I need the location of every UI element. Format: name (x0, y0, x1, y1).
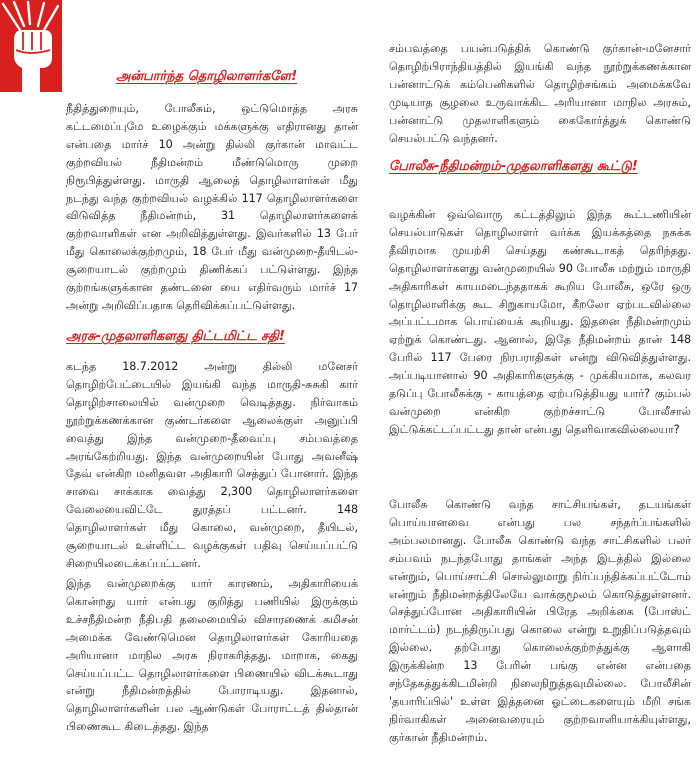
heading-police-court-alliance: போலீசு-நீதிமன்றம்-முதலாளிகளது கூட்டு! (389, 159, 638, 174)
paragraph-case-stages: வழக்கின் ஒவ்வொரு கட்டத்திலும் இந்த கூட்டணியின் செயல்பாடுகள் தொழிலாளர் வர்க்க இயக்கத்தை நசுக்க தீவிரமாக முயற்சி செய்தது கண்கூடாகத் தெரிந்தது. தொழிலாளர்களது வன்முறையில் 90 போலீசு மற்றும் மாருதி அதிகாரிகள் காயமடைந்ததாகக் கூறிய போலீசு, ஒரே ஒரு தொழிலாளிக்கு கூட சிறுகாயமோ, கீறலோ ஏற்படவில்லை அப்பட்டமாக பொய்யைக் கூறியது. இதனை நீதிமன்றமும் ஏற்றுக் கொண்டது. ஆனால், இதே நீதிமன்றம் தான் 148 பேரில் 117 பேரை நிரபராதிகள் என்று விடுவித்துள்ளது. அப்படியானால் 90 அதிகாரிகளுக்கு - முக்கியமாக, கலவர தடுப்பு போலீசுக்கு - காயத்தை ஏற்படுத்தியது யார்? கும்பல் வன்முறை என்கிற குற்றச்சாட்டு போலீசால் இட்டுக்கட்டப்பட்டது தான் என்பது தெளிவாகவில்லையா? (389, 208, 691, 436)
paragraph-union-suppression: சம்பவத்தை பயன்படுத்திக் கொண்டு குர்கான்-மனேசார் தொழிற்பிராந்தியத்தில் இயங்கி வந்த நூற்றுக்கணக்கான பன்னாட்டுக் கம்பெனிகளில் தொழிற்சங்கம் அமைக்கவே முடியாத சூழலை உருவாக்கிட அரியானா மாநில அரசும், பன்னாட்டு முதலாளிகளும் கைகோர்த்துக் கொண்டு செயல்பட்டு வந்தனர். (389, 42, 691, 145)
paragraph-intro: நீதித்துறையும், போலீசும், ஒட்டுமொத்த அரசு கட்டமைப்புமே உழைக்கும் மக்களுக்கு எதிரானது தான் என்பதை மார்ச் 10 அன்று தில்லி குர்கான் மாவட்ட குற்றவியல் நீதிமன்றம் மீண்டுமொரு முறை நிரூபித்துள்ளது. மாருதி ஆலைத் தொழிலாளர்கள் மீது நடந்து வந்த குற்றவியல் வழக்கில் 117 தொழிலாளர்களை விடுவித்த நீதிமன்றம், 31 தொழிலாளர்களைக் குற்றவாளிகள் என அறிவித்துள்ளது. இவர்களில் 13 பேர் மீது கொலைக்குற்றமும், 18 பேர் மீது வன்முறை-தீயிடல்-சூறையாடல் குற்றமும் திணிக்கப் பட்டுள்ளது. இந்த குற்றங்களுக்கான தண்டனை யை எதிர்வரும் மார்ச் 17 அன்று அறிவிப்பதாக தெரிவிக்கப்பட்டுள்ளது. (66, 102, 358, 312)
heading-conspiracy: அரசு-முதலாளிகளது திட்டமிட்ட சதி! (66, 329, 285, 344)
heading-dear-workers: அன்பார்ந்த தொழிலாளர்களே! (116, 69, 298, 84)
paragraph-inquiry: இந்த வன்முறைக்கு யார் காரணம், அதிகாரியைக் கொன்றது யார் என்பது குறித்து பணியில் இருக்கும் உச்சநீதிமன்ற நீதிபதி தலைமையில் விசாரணைக் கமிசன் அமைக்க வேண்டுமென தொழிலாளர்கள் கோரியதை அரியானா மாநில அரசு நிராகரித்தது. மாறாக, கைது செய்யப்பட்ட தொழிலாளர்களை பிணையில் விடக்கூடாது என்று நீதிமன்றத்தில் போராடியது. இதனால், தொழிலாளர்களின் பல ஆண்டுகள் போராட்டத் தில்தான் பிணைகூட கிடைத்தது. இந்த (66, 577, 358, 734)
paragraph-false-evidence: போலீசு கொண்டு வந்த சாட்சியங்கள், தடயங்கள் பொய்யானவை என்பது பல சந்தர்ப்பங்களில் அம்பலமானது. போலீசு கொண்டு வந்த சாட்சிகளில் பலர் சம்பவம் நடந்தபோது தாங்கள் அந்த இடத்தில் இல்லை என்றும், பொய்சாட்சி சொல்லுமாறு நிர்ப்பந்திக்கப்பட்டோம் என்றும் நீதிமன்றத்திலேயே வாக்குமூலம் கொடுத்துள்ளனர். செத்துப்போன அதிகாரியின் பிரேத அறிக்கை (போஸ்ட் மார்ட்டம்) நடந்திருப்பது கொலை என்று உறுதிப்படுத்தவும் இல்லை. தற்போது கொலைக்குற்றத்துக்கு ஆளாகி இருக்கின்ற 13 பேரின் பங்கு என்ன என்பதை சந்தேகத்துக்கிடமின்றி நிலைநிறுத்தவுமில்லை. போலீசின் 'தயாரிப்பில்' உள்ள இத்தனை ஓட்டைகளையும் மீறி சங்க நிர்வாகிகள் அனைவரையும் குற்றவாளியாக்கியுள்ளது, குர்கான் நீதிமன்றம். (389, 498, 691, 744)
fist-logo-icon (0, 0, 62, 92)
paragraph-incident: கடந்த 18.7.2012 அன்று தில்லி மனேசர் தொழிற்பேட்டையில் இயங்கி வந்த மாருதி-சுசுகி கார் தொழிற்சாலையில் வன்முறை வெடித்தது. நிர்வாகம் நூற்றுக்கணக்கான குண்டர்களை ஆலைக்குள் அனுப்பி வைத்து இந்த வன்முறை-தீவைப்பு சம்பவத்தை அரங்கேற்றியது. இந்த வன்முறையின் போது அவனீஷ் தேவ் என்கிற மனிதவள அதிகாரி செத்துப் போனார். இந்த சாவை சாக்காக வைத்து 2,300 தொழிலாளர்களை வேலையைவிட்டே துரத்தப் பட்டனர். 148 தொழிலாளர்கள் மீது கொலை, வன்முறை, தீயிடல், சூறையாடல் உள்ளிட்ட வழக்குகள் பதிவு செய்யப்பட்டு சிறையிலடைக்கப்பட்டனர். (66, 360, 358, 570)
